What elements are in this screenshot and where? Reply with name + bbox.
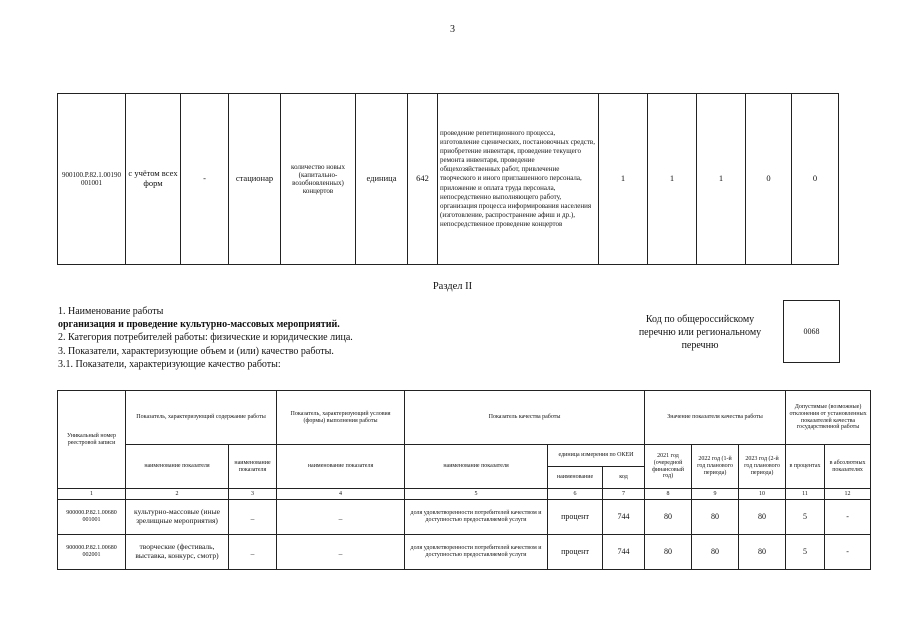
header-year-2023: 2023 год (2-й год планового периода): [739, 445, 786, 489]
header-values: Значение показателя качества работы: [645, 391, 786, 445]
value-cell: 1: [697, 94, 746, 265]
column-number: 12: [825, 489, 871, 500]
indicator-name: доля удовлетворенности потребителей качеством и доступностью предоставляемой услуги: [405, 535, 548, 570]
value-2023: 80: [739, 535, 786, 570]
content-cell: _: [229, 535, 277, 570]
unit-code: 744: [603, 500, 645, 535]
consumer-category: 2. Категория потребителей работы: физические и юридические лица.: [58, 332, 353, 344]
value-2021: 80: [645, 535, 692, 570]
table-row: [58, 535, 871, 570]
content-cell: культурно-массовые (иные зрелищные мероприятия): [126, 500, 229, 535]
column-number: 8: [645, 489, 692, 500]
unit-name: единица: [356, 94, 408, 265]
header-indicator-name: наименование показателя: [277, 445, 405, 489]
quality-indicators-table: [57, 390, 871, 570]
work-name-label: 1. Наименование работы: [58, 306, 164, 317]
column-number: 9: [692, 489, 739, 500]
top-table-fragment: [57, 93, 839, 265]
column-number: 11: [786, 489, 825, 500]
content-cell: с учётом всех форм: [126, 94, 181, 265]
value-2022: 80: [692, 535, 739, 570]
header-okei-code: код: [603, 467, 645, 489]
deviation-percent: 5: [786, 535, 825, 570]
header-registry: Уникальный номер реестровой записи: [58, 391, 126, 489]
column-number: 3: [229, 489, 277, 500]
column-number: 7: [603, 489, 645, 500]
deviation-absolute: -: [825, 535, 871, 570]
header-content: Показатель, характеризующий содержание работы: [126, 391, 277, 445]
deviation-absolute: -: [825, 500, 871, 535]
content-cell: -: [181, 94, 229, 265]
condition-cell: _: [277, 500, 405, 535]
table-row: [58, 500, 871, 535]
table-header-row: [58, 391, 871, 445]
unit-code: 642: [408, 94, 438, 265]
quality-indicators-heading: 3.1. Показатели, характеризующие качество работы:: [58, 358, 281, 370]
value-2022: 80: [692, 500, 739, 535]
value-cell: 1: [599, 94, 648, 265]
registry-code-label: Код по общероссийскому перечню или региональному перечню: [638, 314, 762, 351]
header-quality: Показатель качества работы: [405, 391, 645, 445]
registry-code-box: [783, 300, 840, 363]
work-name-value: организация и проведение культурно-массовых мероприятий.: [58, 319, 340, 331]
value-cell: 1: [648, 94, 697, 265]
page-number: 3: [450, 24, 455, 35]
value-2021: 80: [645, 500, 692, 535]
header-conditions: Показатель, характеризующий условия (формы) выполнения работы: [277, 391, 405, 445]
section-info: [58, 305, 353, 371]
header-indicator-name: наименование показателя: [229, 445, 277, 489]
table-header-row: [58, 445, 871, 467]
value-2023: 80: [739, 500, 786, 535]
column-number: 5: [405, 489, 548, 500]
table-row: [58, 94, 839, 265]
unit-code: 744: [603, 535, 645, 570]
deviation-percent: 5: [786, 500, 825, 535]
header-okei-name: наименование: [548, 467, 603, 489]
registry-code-value: 0068: [803, 327, 820, 336]
registry-number: 900000.Р.82.1.00680 001001: [58, 500, 126, 535]
indicator-name: доля удовлетворенности потребителей качеством и доступностью предоставляемой услуги: [405, 500, 548, 535]
header-year-2021: 2021 год (очередной финансовый год): [645, 445, 692, 489]
content-cell: _: [229, 500, 277, 535]
column-number: 6: [548, 489, 603, 500]
header-percent: в процентах: [786, 445, 825, 489]
indicator-name: количество новых (капитально-возобновленных) концертов: [281, 94, 356, 265]
header-indicator-name: наименование показателя: [126, 445, 229, 489]
content-cell: творческие (фестиваль, выставка, конкурс, смотр): [126, 535, 229, 570]
column-number: 1: [58, 489, 126, 500]
value-cell: 0: [746, 94, 792, 265]
header-deviations: Допустимые (возможные) отклонения от установленных показателей качества государственной работы: [786, 391, 871, 445]
unit-name: процент: [548, 500, 603, 535]
indicators-heading: 3. Показатели, характеризующие объем и (или) качество работы.: [58, 345, 334, 357]
unit-name: процент: [548, 535, 603, 570]
registry-number: 900100.Р.82.1.00190 001001: [58, 94, 126, 265]
column-number: 10: [739, 489, 786, 500]
column-number: 2: [126, 489, 229, 500]
header-absolute: в абсолютных показателях: [825, 445, 871, 489]
header-okei: единица измерения по ОКЕИ: [548, 445, 645, 467]
registry-number: 900000.Р.82.1.00680 002001: [58, 535, 126, 570]
value-cell: 0: [792, 94, 839, 265]
condition-cell: стационар: [229, 94, 281, 265]
column-numbers-row: [58, 489, 871, 500]
section-title: Раздел II: [432, 281, 473, 292]
work-description: проведение репетиционного процесса, изготовление сценических, постановочных средств, приобретение инвентаря, проведение текущего ремонта инвентаря, проведение общехозяйственных работ, привлечение творческого и иного приглашенного персонала, приложение и оплата труда персонала, непосредственно выполняющего работу, организация процесса информирования населения (изготовление, распространение афиш и др.), непосредственное проведение концертов: [438, 94, 599, 265]
header-indicator-name: наименование показателя: [405, 445, 548, 489]
column-number: 4: [277, 489, 405, 500]
header-year-2022: 2022 год (1-й год планового периода): [692, 445, 739, 489]
condition-cell: _: [277, 535, 405, 570]
